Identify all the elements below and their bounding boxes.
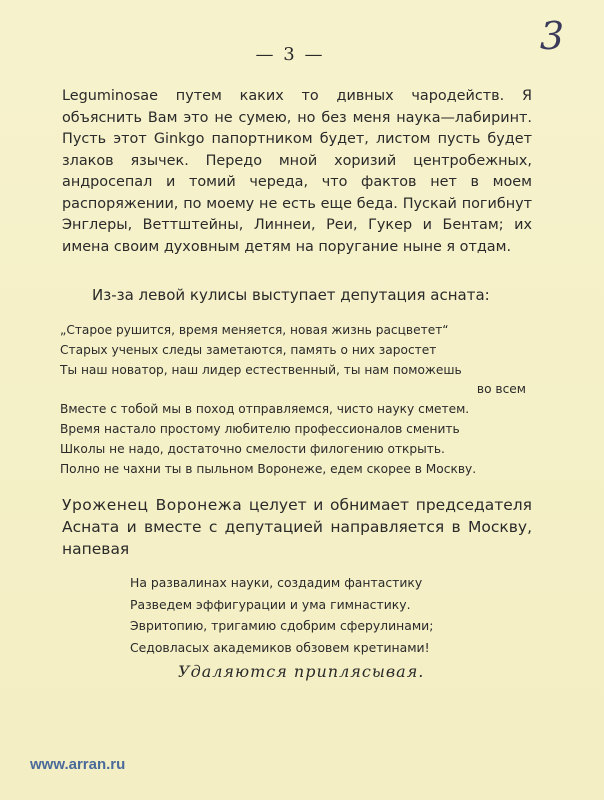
- deputation-verse: [60, 321, 526, 479]
- verse-line: Время настало простому любителю профессионалов сменить: [60, 421, 460, 436]
- action-text: целует и обнимает председателя Асната и вместе с депутацией направляется в Москву, напевая: [62, 496, 532, 558]
- paragraph-monologue: Leguminosae путем каких то дивных чародейств. Я объяснить Вам это не сумею, но без меня наука—лабиринт. Пусть этот Ginkgo папортником будет, листом пусть будет злаков язычек. Передо мной хоризий центробежных, андросепал и томий череда, что фактов нет в моем распоряжении, по моему не есть еще беда. Пускай погибнут Энглеры, Веттштейны, Линнеи, Реи, Гукер и Бентам; их имена своим духовным детям на поругание ныне я отдам.: [62, 88, 532, 255]
- handwritten-page-mark: 3: [539, 14, 564, 58]
- page-number: — 3 —: [255, 44, 325, 65]
- verse-line-continuation: во всем: [476, 382, 526, 397]
- song-line: На развалинах науки, создадим фантастику: [130, 575, 423, 590]
- verse-line: Полно не чахни ты в пыльном Воронеже, едем скорее в Москву.: [60, 461, 477, 476]
- site-watermark: www.arran.ru: [30, 756, 126, 773]
- song-line: Разведем эффигурации и ума гимнастику.: [130, 596, 411, 612]
- verse-line: Вместе с тобой мы в поход отправляемся, чисто науку сметем.: [60, 402, 470, 417]
- verse-line: „Старое рушится, время меняется, новая жизнь расцветет“: [60, 323, 449, 337]
- verse-line: Старых ученых следы заметаются, память о них заростет: [60, 342, 437, 357]
- exit-direction: Удаляются приплясывая.: [178, 662, 425, 681]
- stage-direction: Из-за левой кулисы выступает депутация асната:: [92, 286, 490, 304]
- speaker-name: Уроженец Воронежа: [62, 496, 243, 514]
- song-line: Седовласых академиков обзовем кретинами!: [130, 639, 430, 655]
- song-line: Эвритопию, тригамию сдобрим сферулинами;: [130, 618, 434, 633]
- paragraph-action: [62, 494, 532, 560]
- song-verse: [130, 572, 550, 658]
- verse-line: Ты наш новатор, наш лидер естественный, ты нам поможешь: [60, 362, 462, 377]
- verse-line: Школы не надо, достаточно смелости филогению открыть.: [60, 441, 445, 456]
